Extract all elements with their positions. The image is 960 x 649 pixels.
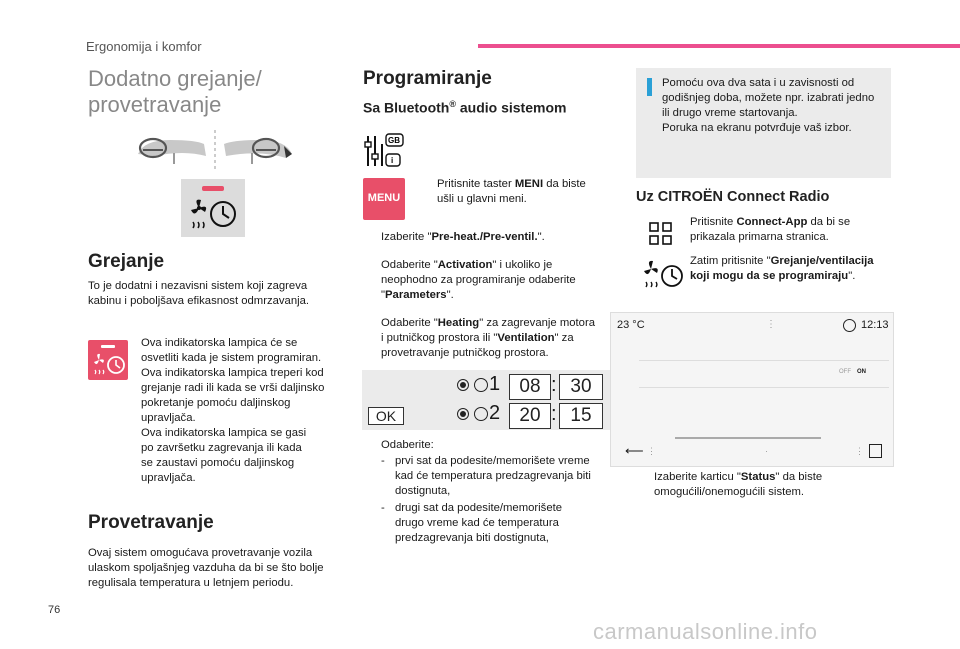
lamp-text-line: Ova indikatorska lampica će se [141, 337, 298, 349]
lamp-text-line: grejanje radi ili kada se vrši daljinsko [141, 382, 325, 394]
lamp-text-line: osvetliti kada je sistem programiran. [141, 352, 322, 364]
title-line-2: provetravanje [88, 92, 222, 117]
lamp-text-line: upravljača. [141, 472, 196, 484]
b2-text-c: neophodno za programiranje odaberite [381, 274, 576, 286]
radio-2-icon[interactable] [457, 408, 469, 420]
sub2-line-2: drugo vreme kad će temperatura [395, 517, 559, 529]
dash: - [381, 502, 385, 514]
lamp-description [141, 336, 324, 486]
b1-bold: Pre-heat./Pre-ventil. [431, 231, 538, 243]
app-text-1: Pritisnite [690, 216, 737, 228]
screen-divider-1: ⋮ [766, 319, 776, 330]
header-accent-bar [478, 44, 960, 48]
bluetooth-subheading-text: Sa Bluetooth [363, 99, 450, 116]
radio-screen [610, 312, 894, 467]
screen-tab-bar [675, 437, 821, 439]
timer-2-hours[interactable]: 20 [509, 403, 551, 429]
app-text-3: prikazala primarna stranica. [690, 231, 829, 243]
menu-bullet-text-3: ušli u glavni meni. [437, 193, 527, 205]
screen-divider-2: ⋮ [647, 446, 656, 456]
status-text-2: " da biste [775, 471, 823, 483]
b2-bold-2: Parameters [385, 289, 447, 301]
dash: - [381, 455, 385, 467]
grejanje-intro-2: kabinu i poboljšava efikasnost odmrzavanja. [88, 295, 310, 307]
lamp-text-line: pokretanje pomoću daljinskog [141, 397, 291, 409]
screen-temperature: 23 °C [617, 319, 645, 331]
lamp-text-line: po završetku zagrevanja ili kada [141, 442, 302, 454]
lamp-text-line: Ova indikatorska lampica se gasi [141, 427, 307, 439]
save-icon[interactable] [869, 444, 882, 458]
b3-text-d: " za [554, 332, 574, 344]
clock-2-icon [474, 407, 488, 421]
clock-1-icon [474, 378, 488, 392]
b2-text-b: " i ukoliko je [492, 259, 553, 271]
svg-text:i: i [391, 156, 394, 165]
b2-text-d: " [381, 289, 386, 301]
menu-button-icon [363, 178, 405, 220]
b3-text-c: i putničkog prostora ili " [381, 332, 498, 344]
b2-text-a: Odaberite " [381, 259, 438, 271]
radio-1-icon[interactable] [457, 379, 469, 391]
status-text-3: omogućili/onemogućili sistem. [654, 486, 805, 498]
sub1-line-1: prvi sat da podesite/memorišete vreme [395, 455, 590, 467]
b3-bold: Heating [437, 317, 480, 329]
provetravanje-text-line: regulisala temperatura u letnjem periodu. [88, 577, 294, 589]
menu-bullet-text-1: Pritisnite taster [437, 178, 515, 190]
watermark: carmanualsonline.info [593, 619, 818, 644]
timer-1-number: 1 [489, 373, 501, 395]
timer-2-minutes[interactable]: 15 [559, 403, 603, 429]
b2-bold: Activation [437, 259, 493, 271]
provetravanje-text [88, 546, 324, 591]
svg-text:GB: GB [388, 136, 400, 145]
ok-button[interactable]: OK [368, 407, 404, 425]
app-bold: Connect-App [736, 216, 808, 228]
menu-bullet-bold: MENI [514, 178, 544, 190]
grejanje-heading: Grejanje [88, 251, 165, 272]
info-icon [647, 78, 652, 96]
registered-mark: ® [449, 99, 456, 109]
sub2-line-1: drugi sat da podesite/memorišete [395, 502, 563, 514]
heating-ventilation-icon [642, 258, 684, 292]
info-text-line: Poruka na ekranu potvrđuje vaš izbor. [662, 122, 852, 134]
menu-label: MENU [367, 192, 401, 204]
bluetooth-subheading [363, 99, 566, 116]
hv-text-2: ". [848, 270, 856, 282]
provetravanje-text-line: ulaskom spoljašnjeg vazduha da bi se što bolje [88, 562, 324, 574]
programiranje-heading: Programiranje [363, 68, 492, 89]
indicator-lamp-icon [202, 186, 224, 191]
toggle-on-label[interactable]: ON [857, 369, 866, 375]
info-text [662, 76, 874, 136]
b1-text-a: Izaberite " [381, 231, 432, 243]
hv-bold-1: Grejanje/ventilacija [770, 255, 874, 267]
sub1-line-2: kad će temperatura predzagrevanja biti [395, 470, 591, 482]
connect-radio-heading: Uz CITROËN Connect Radio [636, 189, 830, 205]
b3-bold-2: Ventilation [497, 332, 555, 344]
connect-app-instruction [690, 215, 890, 245]
screen-divider-3: · [765, 446, 768, 456]
steering-wheels-illustration [134, 128, 296, 172]
app-grid-icon [649, 222, 673, 246]
grejanje-intro-1: To je dodatni i nezavisni sistem koji zagreva [88, 280, 308, 292]
b4-text: Odaberite: [381, 439, 434, 451]
info-text-line: Pomoću ova dva sata i u zavisnosti od [662, 77, 855, 89]
screen-time: 12:13 [861, 319, 889, 331]
hv-text-1: Zatim pritisnite " [690, 255, 771, 267]
lamp-text-line: upravljača. [141, 412, 196, 424]
lamp-text-line: Ova indikatorska lampica treperi kod [141, 367, 324, 379]
timer-1-hours[interactable]: 08 [509, 374, 551, 400]
info-text-line: godišnjeg doba, možete npr. izabrati jedno [662, 92, 875, 104]
heater-lamp-icon [88, 340, 128, 380]
title-line-1: Dodatno grejanje/ [88, 66, 262, 91]
hv-bold-2: koji mogu da se programiraju [690, 270, 849, 282]
sub2-line-3: predzagrevanja biti dostignuta, [395, 532, 549, 544]
settings-gear-icon[interactable] [843, 319, 856, 332]
app-text-2: da bi se [807, 216, 851, 228]
bluetooth-subheading-rest: audio sistemom [455, 99, 567, 116]
screen-line-1 [639, 360, 889, 361]
screen-divider-4: ⋮ [855, 446, 864, 456]
timer-1-minutes[interactable]: 30 [559, 374, 603, 400]
status-bold: Status [740, 471, 776, 483]
screen-line-2 [639, 387, 889, 388]
b3-text-a: Odaberite " [381, 317, 438, 329]
timer-2-number: 2 [489, 402, 501, 424]
page-title [88, 66, 262, 118]
b3-text-b: " za zagrevanje motora [479, 317, 595, 329]
back-arrow-icon[interactable]: ⟵ [625, 443, 644, 458]
info-text-line: ili drugo vreme startovanja. [662, 107, 798, 119]
fan-clock-icon [189, 196, 239, 232]
toggle-off-label[interactable]: OFF [839, 369, 851, 375]
lamp-text-line: se zaustavi pomoću daljinskog [141, 457, 295, 469]
page-number: 76 [48, 604, 61, 616]
provetravanje-heading: Provetravanje [88, 512, 214, 533]
timer-panel [362, 370, 616, 430]
b2-text-e: ". [446, 289, 454, 301]
sub1-line-3: dostignuta, [395, 485, 451, 497]
settings-sliders-icon [364, 132, 406, 170]
menu-bullet-text-2: da biste [543, 178, 586, 190]
timer-2-separator: : [551, 403, 557, 425]
provetravanje-text-line: Ovaj sistem omogućava provetravanje vozila [88, 547, 313, 559]
timer-1-separator: : [551, 374, 557, 396]
b3-text-e: provetravanje putničkog prostora. [381, 347, 549, 359]
heating-ventilation-instruction [690, 254, 895, 284]
b1-text-b: ". [537, 231, 545, 243]
status-text-1: Izaberite karticu " [654, 471, 741, 483]
section-header: Ergonomija i komfor [86, 39, 202, 54]
heater-indicator-icon-box [181, 179, 245, 237]
